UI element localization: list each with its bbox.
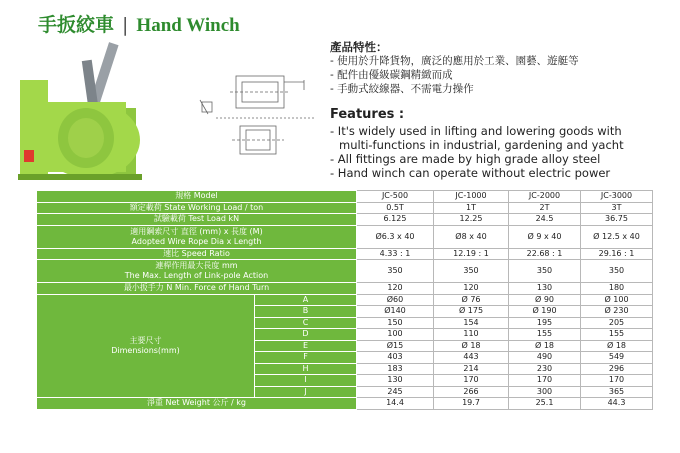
page-title (38, 10, 240, 37)
row-label (37, 260, 357, 283)
table-cell: 100 (357, 329, 434, 341)
table-cell: 120 (357, 283, 434, 295)
table-cell: 120 (434, 283, 509, 295)
table-cell: 2T (509, 202, 581, 214)
spec-table (36, 190, 653, 410)
table-row (37, 202, 653, 214)
row-label-line: 適用鋼索尺寸 直徑 (mm) x 長度 (M) (130, 226, 263, 236)
dimensions-label-line: Dimensions(mm) (111, 345, 180, 355)
table-cell: 403 (357, 352, 434, 364)
table-row (37, 248, 653, 260)
table-cell: Ø 100 (581, 294, 653, 306)
table-cell: 130 (357, 375, 434, 387)
feature-en-item: multi-functions in industrial, gardening and yacht (339, 138, 624, 152)
model-cell: JC-3000 (581, 191, 653, 203)
table-cell: 300 (509, 386, 581, 398)
table-cell: 19.7 (434, 398, 509, 410)
table-cell: Ø6.3 x 40 (357, 225, 434, 248)
table-cell: 170 (581, 375, 653, 387)
row-label: 速比 Speed Ratio (37, 248, 357, 260)
model-cell: JC-500 (357, 191, 434, 203)
hand-winch-illustration (18, 40, 158, 182)
table-cell: 29.16 : 1 (581, 248, 653, 260)
row-label: 最小扳手力 N Min. Force of Hand Turn (37, 283, 357, 295)
dimension-key: D (255, 329, 357, 341)
dimension-key: F (255, 352, 357, 364)
table-row (37, 398, 653, 410)
table-cell: Ø 90 (509, 294, 581, 306)
table-row (37, 260, 653, 283)
table-cell: 205 (581, 317, 653, 329)
table-cell: 170 (509, 375, 581, 387)
table-cell: 365 (581, 386, 653, 398)
table-cell: 110 (434, 329, 509, 341)
table-cell: 1T (434, 202, 509, 214)
dimensions-label-line: 主要尺寸 (129, 335, 162, 345)
table-cell: 230 (509, 363, 581, 375)
dimension-key: H (255, 363, 357, 375)
table-cell: 150 (357, 317, 434, 329)
row-label-line: Adopted Wire Rope Dia x Length (131, 236, 262, 246)
feature-zh-item: - 使用於升降貨物，廣泛的應用於工業、園藝、遊艇等 (330, 55, 579, 67)
features-zh-heading: 產品特性： (330, 40, 388, 54)
table-cell: 154 (434, 317, 509, 329)
dimension-key: E (255, 340, 357, 352)
table-cell: 6.125 (357, 214, 434, 226)
row-label: 試驗載荷 Test Load kN (37, 214, 357, 226)
feature-en-item: - It's widely used in lifting and lowering goods with (330, 124, 622, 138)
model-cell: JC-2000 (509, 191, 581, 203)
table-cell: 549 (581, 352, 653, 364)
table-cell: Ø 190 (509, 306, 581, 318)
table-cell: 350 (434, 260, 509, 283)
table-cell: 44.3 (581, 398, 653, 410)
feature-en-item: - All fittings are made by high grade alloy steel (330, 152, 601, 166)
model-cell: JC-1000 (434, 191, 509, 203)
table-cell: 12.25 (434, 214, 509, 226)
table-cell: 350 (509, 260, 581, 283)
row-label (37, 225, 357, 248)
row-label-line: The Max. Length of Link-pole Action (124, 271, 269, 280)
table-cell: 490 (509, 352, 581, 364)
table-cell: 4.33 : 1 (357, 248, 434, 260)
table-cell: Ø 9 x 40 (509, 225, 581, 248)
table-cell: 180 (581, 283, 653, 295)
table-cell: 25.1 (509, 398, 581, 410)
table-cell: 443 (434, 352, 509, 364)
table-cell: Ø 18 (434, 340, 509, 352)
table-cell: 22.68 : 1 (509, 248, 581, 260)
table-cell: Ø15 (357, 340, 434, 352)
table-header-row (37, 191, 653, 203)
feature-zh-item: - 手動式絞線器、不需電力操作 (330, 83, 474, 95)
table-cell: Ø 18 (581, 340, 653, 352)
table-cell: 36.75 (581, 214, 653, 226)
table-cell: 130 (509, 283, 581, 295)
table-cell: 350 (357, 260, 434, 283)
dimension-key: J (255, 386, 357, 398)
table-row (37, 283, 653, 295)
row-label: 額定載荷 State Working Load / ton (37, 202, 357, 214)
dimension-key: I (255, 375, 357, 387)
title-zh: 手扳絞車 (38, 14, 115, 36)
features-en (330, 108, 624, 180)
table-cell: 214 (434, 363, 509, 375)
table-cell: 3T (581, 202, 653, 214)
feature-zh-item: - 配件由優級碳鋼精緻而成 (330, 69, 453, 81)
dimension-key: C (255, 317, 357, 329)
table-cell: 245 (357, 386, 434, 398)
table-cell: Ø 12.5 x 40 (581, 225, 653, 248)
table-cell: 24.5 (509, 214, 581, 226)
table-cell: Ø 18 (509, 340, 581, 352)
table-cell: Ø60 (357, 294, 434, 306)
table-cell: 0.5T (357, 202, 434, 214)
dimension-key: A (255, 294, 357, 306)
table-cell: 170 (434, 375, 509, 387)
table-cell: 155 (581, 329, 653, 341)
table-cell: 350 (581, 260, 653, 283)
dimension-drawing (196, 70, 326, 160)
features-en-heading: Features : (330, 107, 405, 122)
weight-label: 淨重 Net Weight 公斤 / kg (37, 398, 357, 410)
dimension-key: B (255, 306, 357, 318)
table-cell: 266 (434, 386, 509, 398)
table-cell: 14.4 (357, 398, 434, 410)
table-cell: 12.19 : 1 (434, 248, 509, 260)
table-row (37, 225, 653, 248)
table-row (37, 214, 653, 226)
table-cell: Ø 230 (581, 306, 653, 318)
model-label: 規格 Model (37, 191, 357, 203)
table-cell: Ø8 x 40 (434, 225, 509, 248)
table-cell: 296 (581, 363, 653, 375)
table-cell: 155 (509, 329, 581, 341)
table-cell: Ø140 (357, 306, 434, 318)
title-separator: | (122, 14, 129, 36)
title-en: Hand Winch (136, 15, 240, 36)
features-zh (330, 40, 579, 96)
feature-en-item: - Hand winch can operate without electric power (330, 166, 611, 180)
table-cell: 183 (357, 363, 434, 375)
row-label-line: 連桿作用最大長度 mm (155, 261, 238, 270)
table-cell: Ø 76 (434, 294, 509, 306)
dimensions-label (37, 294, 255, 398)
table-cell: Ø 175 (434, 306, 509, 318)
table-row (37, 294, 653, 306)
table-cell: 195 (509, 317, 581, 329)
